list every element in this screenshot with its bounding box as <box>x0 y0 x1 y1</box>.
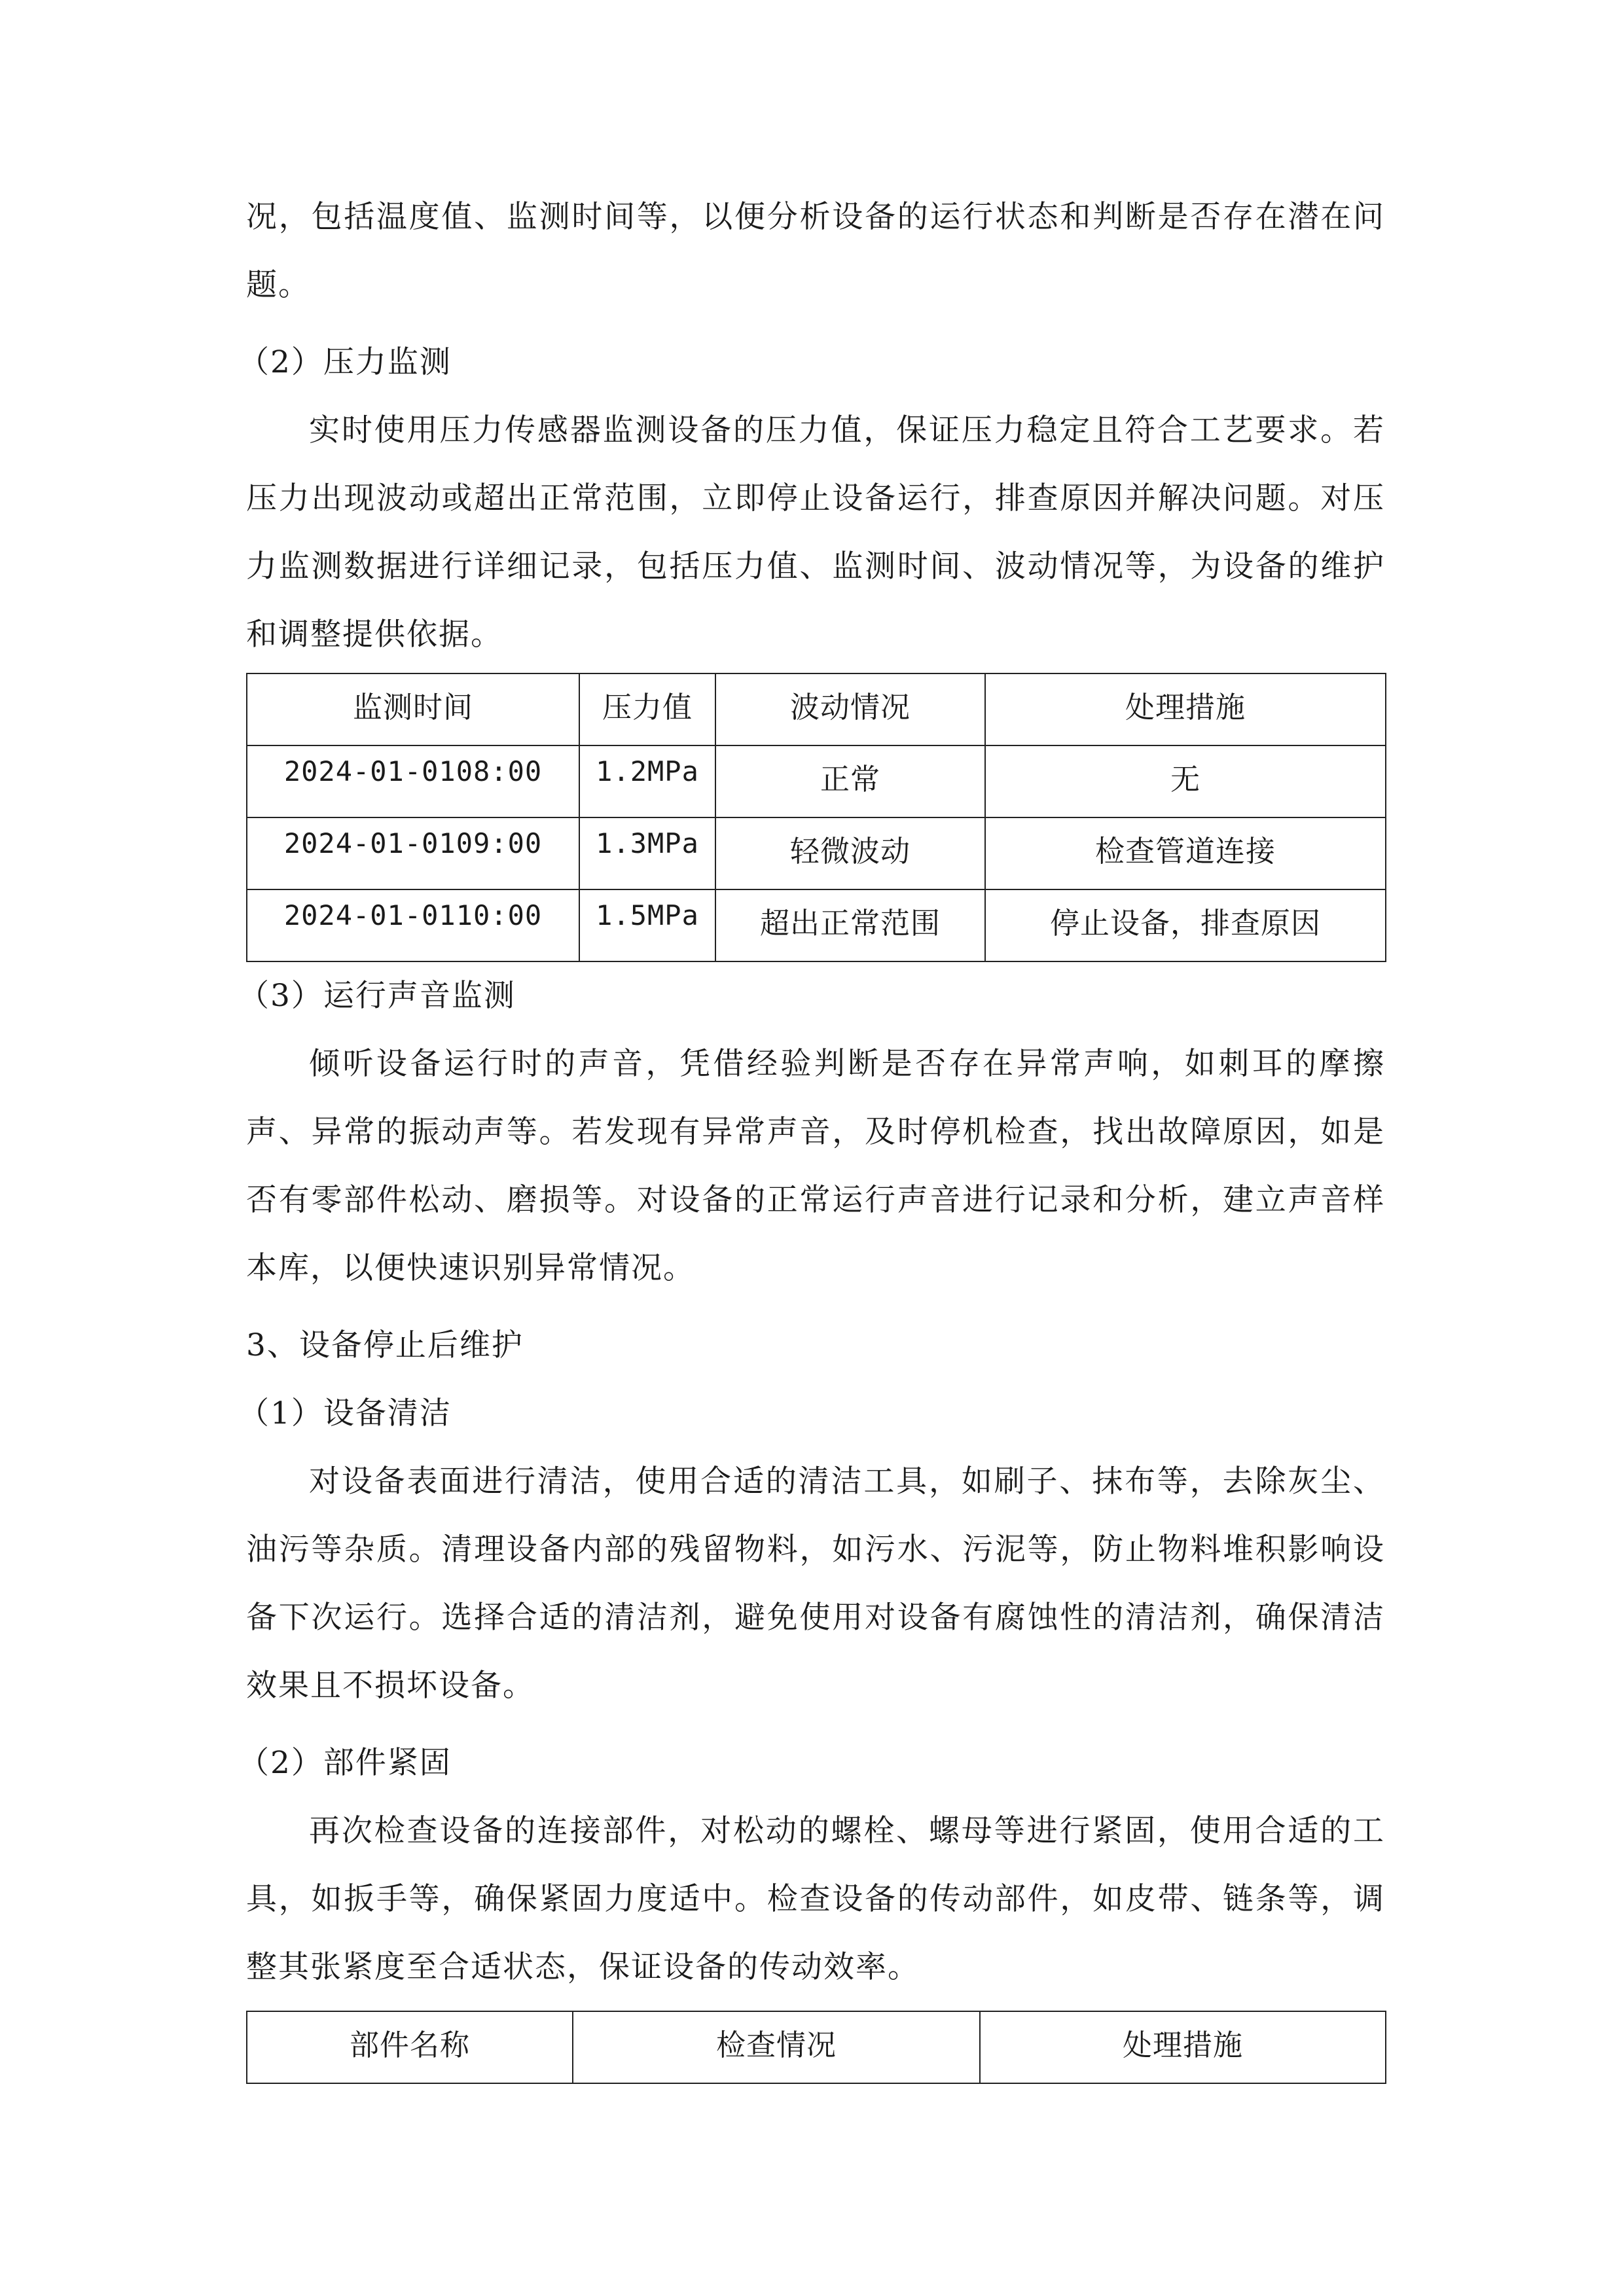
table-cell-action: 检查管道连接 <box>985 817 1386 889</box>
table-cell-fluctuation: 轻微波动 <box>715 817 985 889</box>
sound-paragraph: 倾听设备运行时的声音，凭借经验判断是否存在异常声响，如刺耳的摩擦声、异常的振动声等。若发现有异常声音，及时停机检查，找出故障原因，如是否有零部件松动、磨损等。对设备的正常运行声音进行记录和分析，建立声音样本库，以便快速识别异常情况。 <box>246 1046 1385 1286</box>
table-cell-pressure: 1.2MPa <box>579 745 715 817</box>
table-cell-time: 2024-01-0109:00 <box>247 817 579 889</box>
pressure-heading: （2）压力监测 <box>238 344 452 380</box>
parts-table <box>246 2011 1386 2084</box>
table-header-cell: 部件名称 <box>247 2011 573 2083</box>
cleaning-paragraph: 对设备表面进行清洁，使用合适的清洁工具，如刷子、抹布等，去除灰尘、油污等杂质。清理设备内部的残留物料，如污水、污泥等，防止物料堆积影响设备下次运行。选择合适的清洁剂，避免使用对设备有腐蚀性的清洁剂，确保清洁效果且不损坏设备。 <box>246 1463 1385 1704</box>
table-cell-pressure: 1.3MPa <box>579 817 715 889</box>
table-cell-time: 2024-01-0108:00 <box>247 745 579 817</box>
pressure-table <box>246 673 1386 962</box>
table-header-cell: 压力值 <box>579 673 715 745</box>
fastening-heading: （2）部件紧固 <box>238 1745 452 1781</box>
table-header-cell: 检查情况 <box>573 2011 980 2083</box>
sound-heading: （3）运行声音监测 <box>238 978 516 1014</box>
table-row <box>247 817 1386 889</box>
table-header-cell: 波动情况 <box>715 673 985 745</box>
table-header-cell: 监测时间 <box>247 673 579 745</box>
intro-continuation: 况，包括温度值、监测时间等，以便分析设备的运行状态和判断是否存在潜在问题。 <box>246 199 1385 303</box>
table-header-cell: 处理措施 <box>980 2011 1386 2083</box>
table-cell-fluctuation: 正常 <box>715 745 985 817</box>
fastening-paragraph: 再次检查设备的连接部件，对松动的螺栓、螺母等进行紧固，使用合适的工具，如扳手等，确保紧固力度适中。检查设备的传动部件，如皮带、链条等，调整其张紧度至合适状态，保证设备的传动效率。 <box>246 1813 1385 1985</box>
section3-heading: 3、设备停止后维护 <box>246 1327 524 1363</box>
table-header-row <box>247 673 1386 745</box>
table-header-cell: 处理措施 <box>985 673 1386 745</box>
table-cell-time: 2024-01-0110:00 <box>247 889 579 961</box>
table-row <box>247 745 1386 817</box>
table-cell-action: 停止设备，排查原因 <box>985 889 1386 961</box>
table-cell-pressure: 1.5MPa <box>579 889 715 961</box>
pressure-paragraph: 实时使用压力传感器监测设备的压力值，保证压力稳定且符合工艺要求。若压力出现波动或超出正常范围，立即停止设备运行，排查原因并解决问题。对压力监测数据进行详细记录，包括压力值、监测时间、波动情况等，为设备的维护和调整提供依据。 <box>246 412 1385 653</box>
table-cell-fluctuation: 超出正常范围 <box>715 889 985 961</box>
table-header-row <box>247 2011 1386 2083</box>
table-row <box>247 889 1386 961</box>
document-page <box>238 183 1385 2084</box>
table-cell-action: 无 <box>985 745 1386 817</box>
cleaning-heading: （1）设备清洁 <box>238 1395 452 1431</box>
